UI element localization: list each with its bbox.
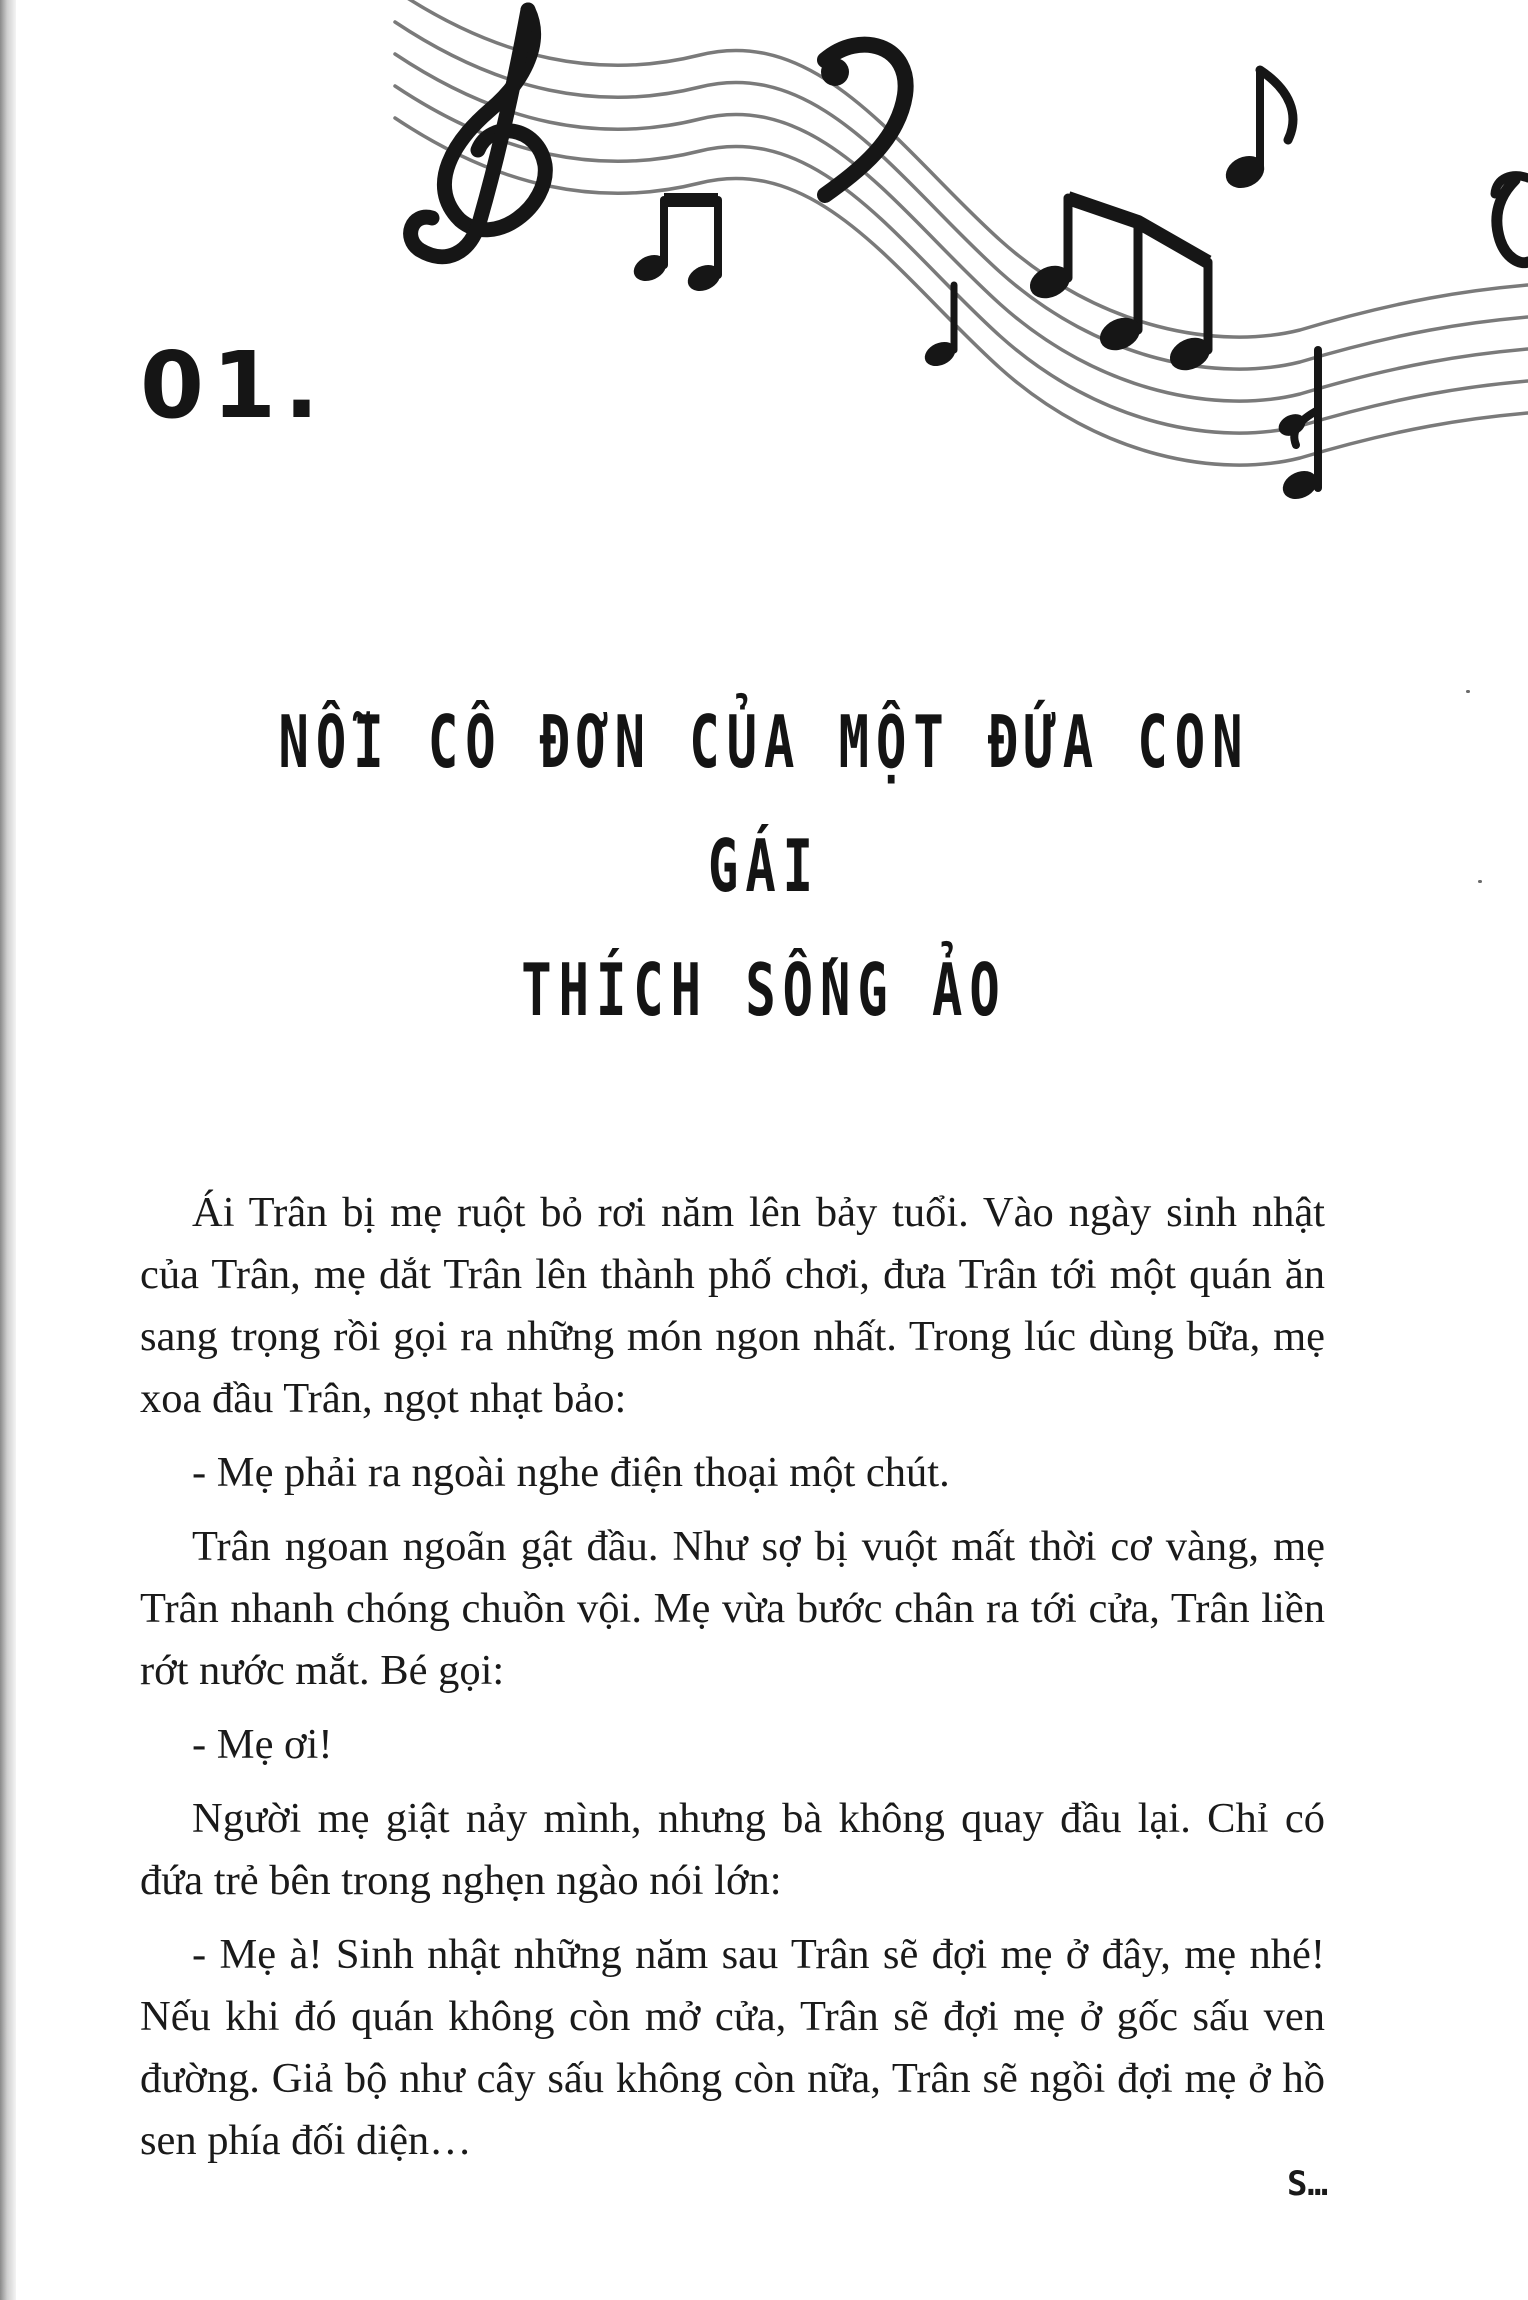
print-speck — [1478, 880, 1482, 883]
treble-clef-icon — [411, 10, 546, 257]
music-note-icon — [1495, 176, 1528, 263]
paragraph: Ái Trân bị mẹ ruột bỏ rơi năm lên bảy tuổi. Vào ngày sinh nhật của Trân, mẹ dắt Trân lên thành phố chơi, đưa Trân tới một quán ăn sang trọng rồi gọi ra những món ngon nhất. Trong lúc dùng bữa, mẹ xoa đầu Trân, ngọt nhạt bảo: — [140, 1189, 1325, 1422]
chapter-number: 01. — [140, 332, 327, 439]
dialogue-line: - Mẹ phải ra ngoài nghe điện thoại một chút. — [192, 1449, 950, 1496]
music-note-icon — [1221, 70, 1293, 194]
music-staff-decoration — [0, 0, 1528, 520]
dialogue-line: - Mẹ à! Sinh nhật những năm sau Trân sẽ đợi mẹ ở đây, mẹ nhé! Nếu khi đó quán không còn mở cửa, Trân sẽ đợi mẹ ở gốc sấu ven đường. Giả bộ như cây sấu không còn nữa, Trân sẽ ngồi đợi mẹ ở hồ sen phía đối diện… — [140, 1931, 1325, 2164]
dialogue-line: - Mẹ ơi! — [192, 1721, 333, 1768]
continuation-marker: S… — [1287, 2164, 1328, 2204]
beamed-notes-icon — [1025, 198, 1216, 376]
chapter-title — [229, 680, 1299, 1052]
beamed-notes-icon — [630, 200, 725, 296]
paragraph: Người mẹ giật nảy mình, nhưng bà không quay đầu lại. Chỉ có đứa trẻ bên trong nghẹn ngào nói lớn: — [140, 1795, 1325, 1904]
chapter-body — [140, 1182, 1325, 2172]
print-speck — [1466, 690, 1470, 693]
chapter-title-line: THÍCH SỐNG ẢO — [521, 948, 1007, 1032]
paragraph: Trân ngoan ngoãn gật đầu. Như sợ bị vuột mất thời cơ vàng, mẹ Trân nhanh chóng chuồn vội. Mẹ vừa bước chân ra tới cửa, Trân liền rớt nước mắt. Bé gọi: — [140, 1523, 1325, 1694]
bass-clef-icon — [821, 45, 906, 195]
music-note-icon — [1275, 350, 1322, 504]
chapter-title-line: NỖI CÔ ĐƠN CỦA MỘT ĐỨA CON GÁI — [278, 700, 1250, 908]
